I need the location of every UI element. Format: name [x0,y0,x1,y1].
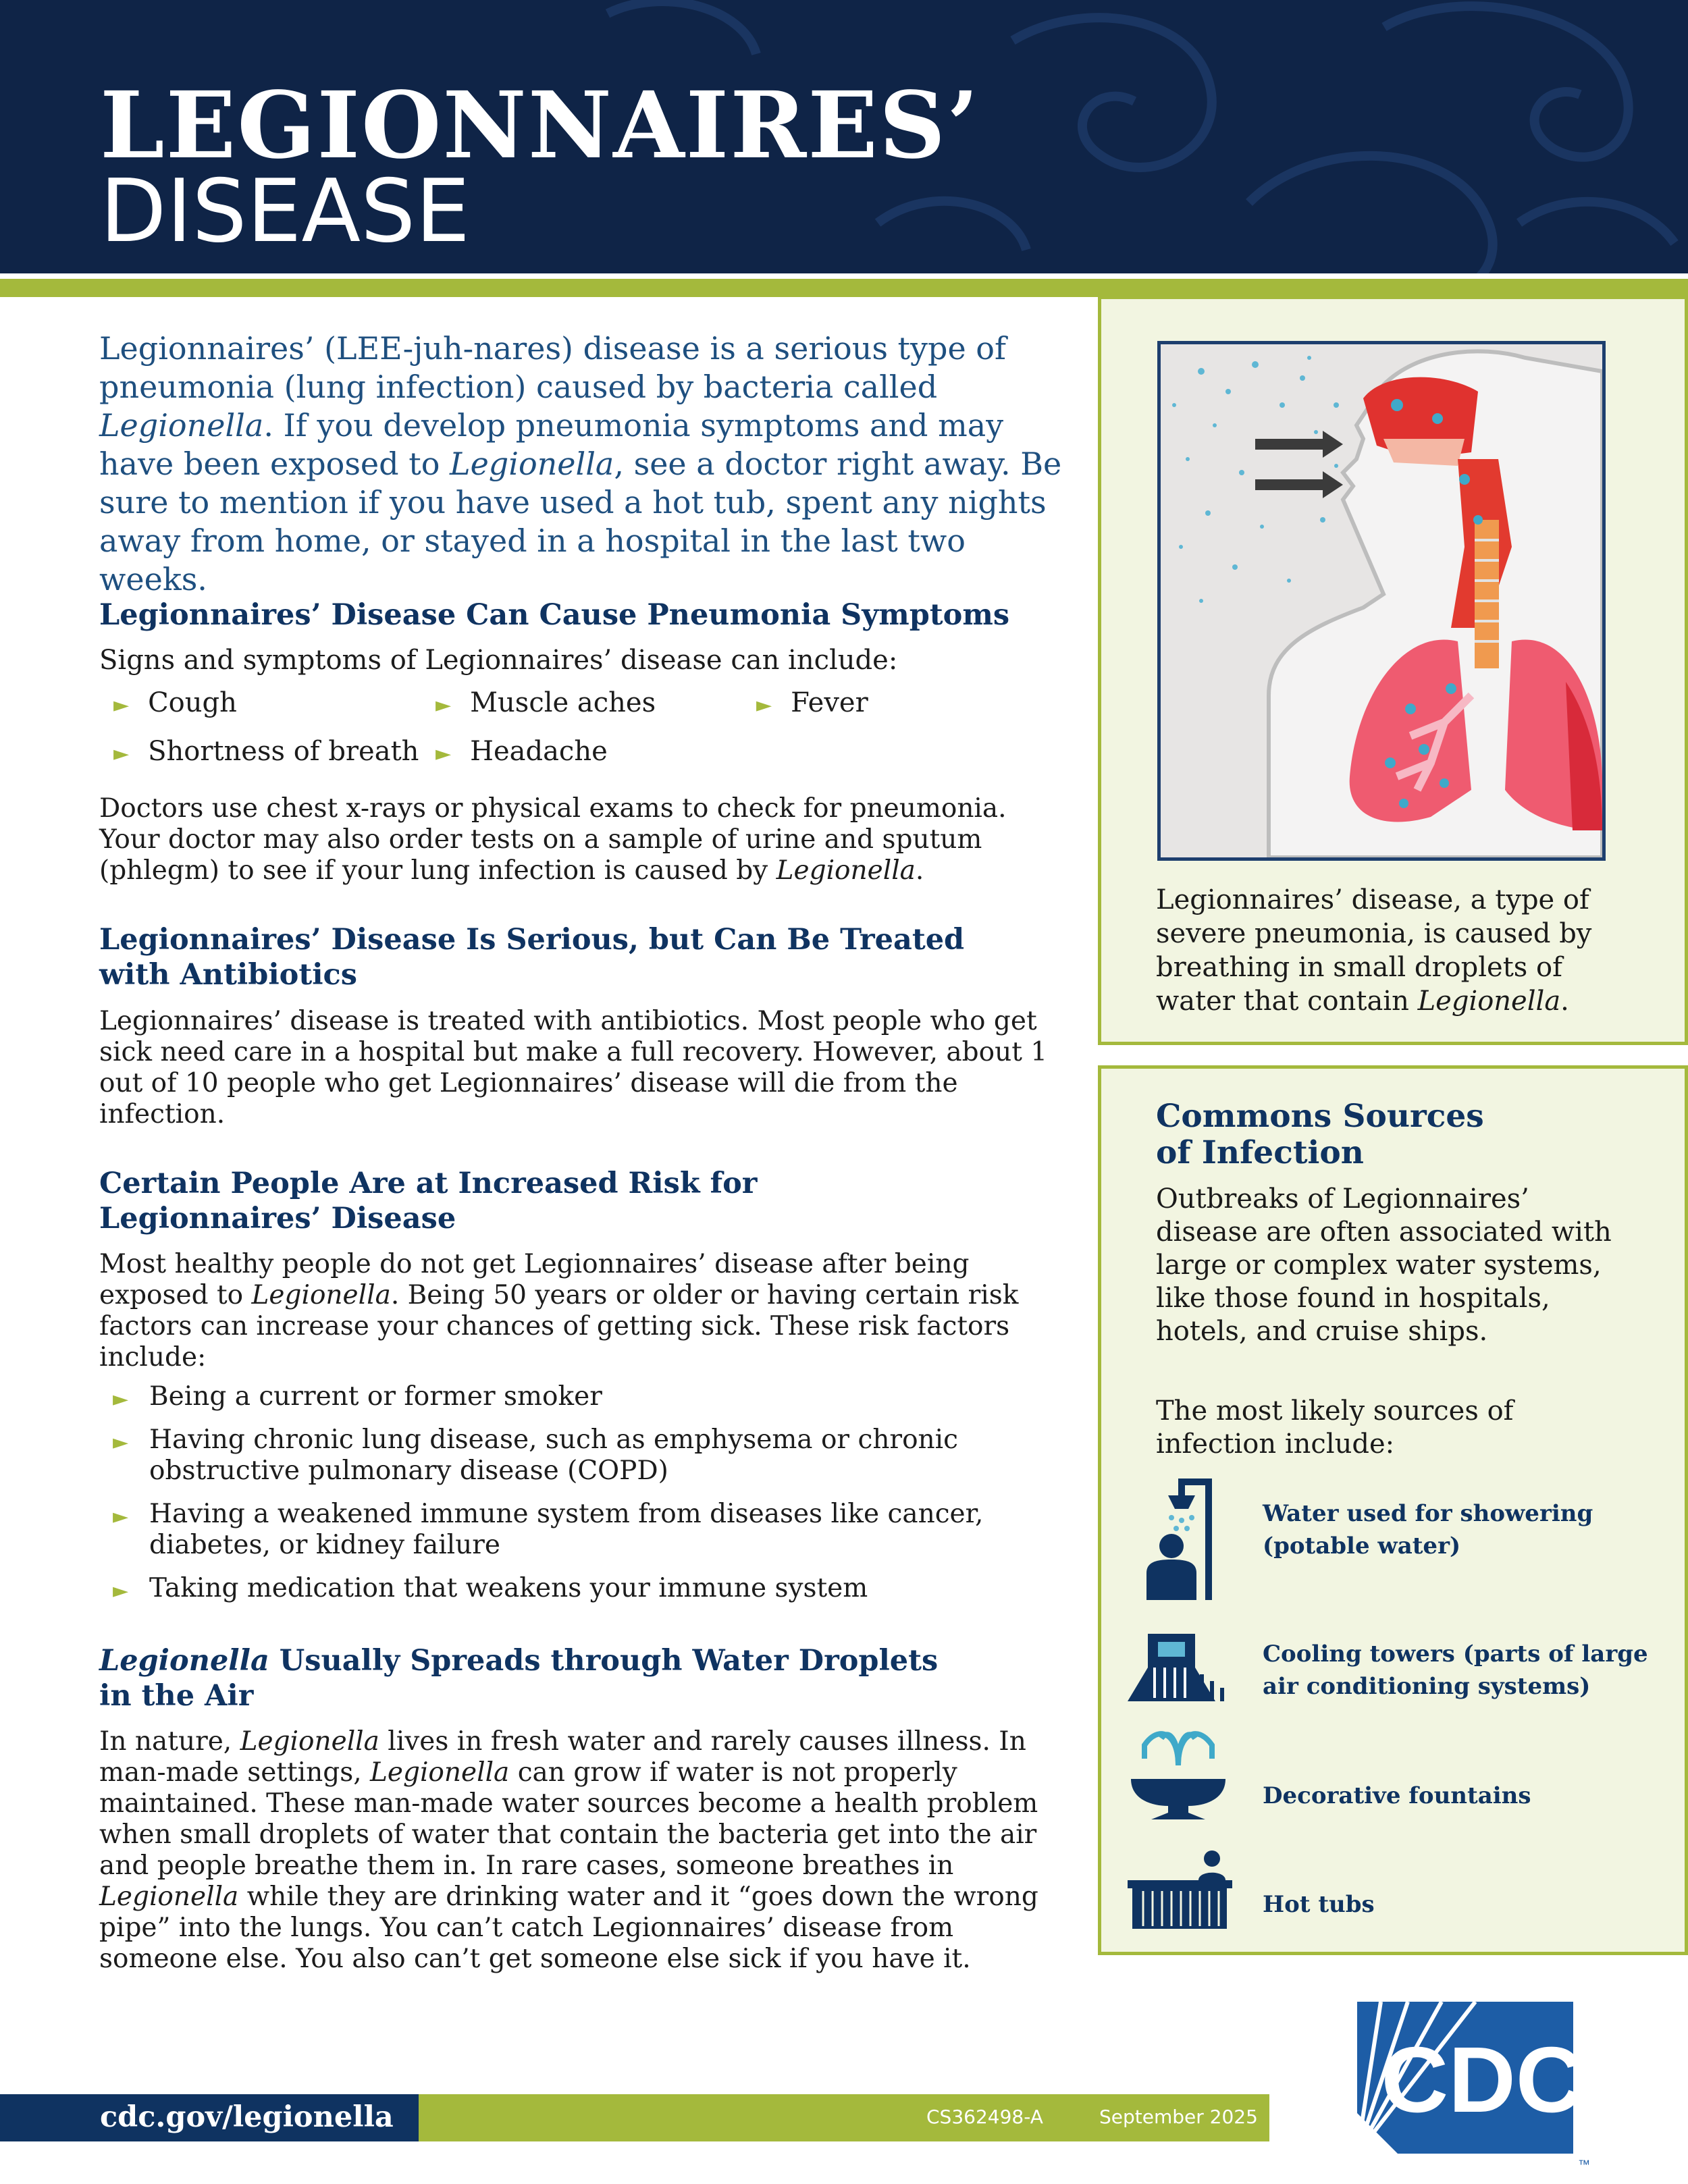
source-item-hot-tubs: Hot tubs [1263,1891,1375,1918]
respiratory-illustration [1157,341,1606,861]
symptoms-lead: Signs and symptoms of Legionnaires’ disease can include: [99,645,898,676]
risk-item: ► Having a weakened immune system from diseases like cancer, diabetes, or kidney failure [113,1499,984,1560]
title-line-2: DISEASE [100,161,471,262]
publication-date: September 2025 [1099,2106,1258,2128]
source-item-fountains: Decorative fountains [1263,1782,1531,1809]
risk-list [99,1381,1031,1616]
sources-heading: Commons Sources of Infection [1156,1098,1484,1171]
hot-tub-icon [1124,1846,1236,1934]
intro-italic: Legionella [99,407,264,444]
treated-paragraph: Legionnaires’ disease is treated with antibiotics. Most people who get sick need care in a hospital but make a full recovery. However, about 1 out of 10 people who get Legionnaires’ disease will die from the infection. [99,1006,1048,1129]
risk-paragraph: Most healthy people do not get Legionnaires’ disease after being exposed to Legionella. Being 50 years or older or having certain risk factors can increase your chances of getting sick. These risk factors include: [99,1249,1019,1373]
spread-heading: Legionella Usually Spreads through Water Droplets in the Air [99,1644,939,1713]
intro-italic: Legionella [450,446,614,482]
cooling-tower-icon [1121,1620,1236,1708]
document-code: CS362498-A [926,2106,1043,2128]
symptom-item: ► Cough [113,687,237,718]
source-item-showering: Water used for showering (potable water) [1263,1500,1593,1560]
title-line-1: LEGIONNAIRES’ [100,72,980,180]
trademark-symbol: ™ [1578,2158,1590,2171]
symptom-item: ► Shortness of breath [113,736,419,767]
triangle-bullet-icon: ► [113,1431,129,1454]
triangle-bullet-icon: ► [436,693,452,717]
intro-text: . If you develop pneumonia symptoms and may have been exposed to [99,407,1004,482]
spread-paragraph: In nature, Legionella lives in fresh water and rarely causes illness. In man-made settings, Legionella can grow if water is not properly maintained. These man-made water sources become a health problem when small droplets of water that contain the bacteria get into the air and people breathe them in. In rare cases, someone breathes in Legionella while they are drinking water and it “goes down the wrong pipe” into the lungs. You can’t catch Legionnaires’ disease from someone else. You also can’t get someone else sick if you have it. [99,1726,1038,1974]
risk-heading: Certain People Are at Increased Risk for Legionnaires’ Disease [99,1167,758,1235]
sources-paragraph-1: Outbreaks of Legionnaires’ disease are often associated with large or complex water systems, like those found in hospitals, hotels, and cruise ships. [1156,1183,1612,1347]
cdc-logo [1340,1992,1597,2181]
symptoms-heading: Legionnaires’ Disease Can Cause Pneumonia Symptoms [99,598,1010,632]
triangle-bullet-icon: ► [113,693,130,717]
intro-paragraph [99,329,1078,599]
intro-text: Legionnaires’ (LEE-juh-nares) disease is a serious type of pneumonia (lung infection) caused by bacteria called [99,330,1007,405]
diagnosis-paragraph: Doctors use chest x-rays or physical exams to check for pneumonia. Your doctor may also order tests on a sample of urine and sputum (phlegm) to see if your lung infection is caused by Legionella. [99,793,1007,886]
sources-paragraph-2: The most likely sources of infection include: [1156,1395,1514,1460]
symptom-item: ► Muscle aches [436,687,656,718]
source-item-cooling-towers: Cooling towers (parts of large air conditioning systems) [1263,1641,1648,1700]
triangle-bullet-icon: ► [113,742,130,766]
footer-url-link[interactable]: cdc.gov/legionella [100,2100,394,2134]
triangle-bullet-icon: ► [113,1505,129,1528]
header-green-rule [0,279,1688,297]
risk-item: ► Being a current or former smoker [99,1381,1031,1412]
lungs-illustration-icon [1161,344,1602,857]
risk-item: ► Having chronic lung disease, such as emphysema or chronic obstructive pulmonary disease (COPD) [113,1424,958,1486]
risk-item: ► Taking medication that weakens your immune system [99,1573,1031,1604]
triangle-bullet-icon: ► [113,1387,129,1411]
triangle-bullet-icon: ► [436,742,452,766]
symptom-item: ► Headache [436,736,608,767]
shower-icon [1134,1472,1229,1607]
intro-text: , see a doctor right away. Be sure to mention if you have used a hot tub, spent any nights away from home, or stayed in a hospital in the last two weeks. [99,446,1062,597]
cdc-logo-icon [1340,1992,1597,2181]
symptom-item: ► Fever [756,687,868,718]
triangle-bullet-icon: ► [113,1579,129,1603]
fountain-icon [1124,1711,1232,1826]
triangle-bullet-icon: ► [756,693,772,717]
cdc-logo-text: CDC [1381,2028,1583,2132]
illustration-caption: Legionnaires’ disease, a type of severe pneumonia, is caused by breathing in small droplets of water that contain Legionella. [1156,884,1592,1017]
treated-heading: Legionnaires’ Disease Is Serious, but Can Be Treated with Antibiotics [99,923,965,992]
